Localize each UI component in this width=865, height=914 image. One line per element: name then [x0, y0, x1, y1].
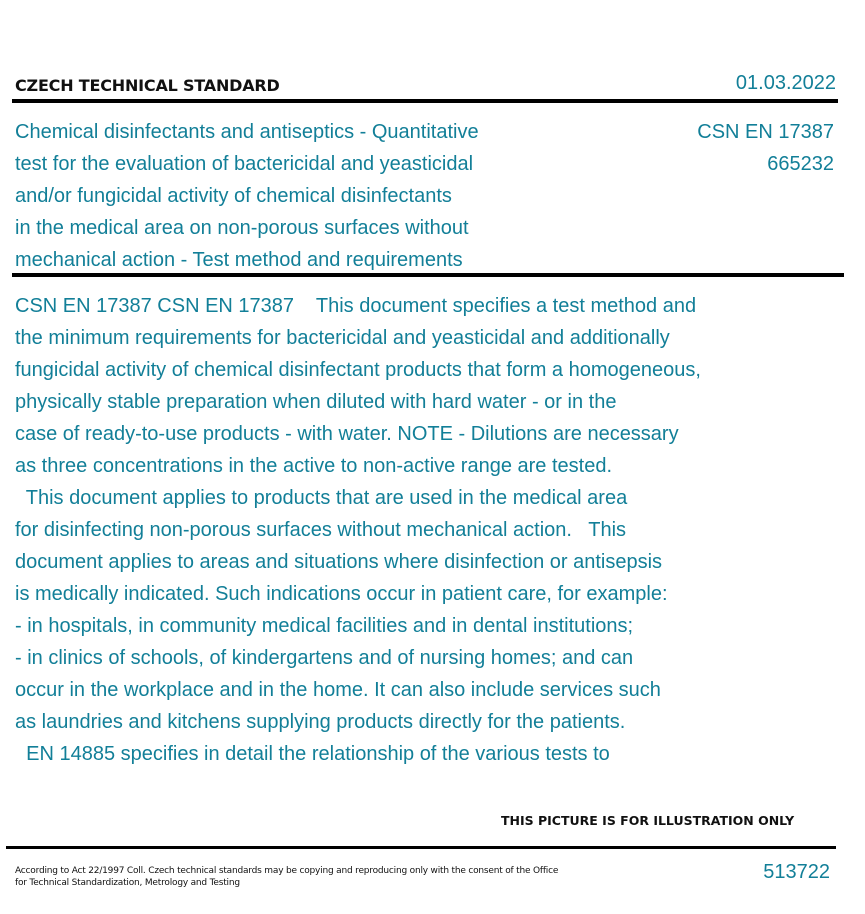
legal-notice: [15, 865, 615, 889]
abstract-line: physically stable preparation when diluted with hard water - or in the: [15, 391, 617, 413]
legal-line: According to Act 22/1997 Coll. Czech technical standards may be copying and reproducing only with the consent of the Office: [15, 866, 559, 876]
catalog-code: 513722: [763, 861, 830, 883]
title-line: in the medical area on non-porous surfaces without: [15, 217, 469, 239]
standard-title: [15, 116, 535, 276]
classification-code: 665232: [767, 153, 834, 175]
abstract-line: occur in the workplace and in the home. It can also include services such: [15, 679, 661, 701]
document-type-label: CZECH TECHNICAL STANDARD: [15, 76, 280, 95]
abstract-line: as three concentrations in the active to non-active range are tested.: [15, 455, 613, 477]
footer-divider: [6, 846, 836, 849]
title-divider: [12, 273, 844, 277]
abstract-line: document applies to areas and situations where disinfection or antisepsis: [15, 551, 663, 573]
abstract-line: - in hospitals, in community medical facilities and in dental institutions;: [15, 615, 634, 637]
abstract-line: EN 14885 specifies in detail the relationship of the various tests to: [15, 743, 610, 765]
standard-number: CSN EN 17387: [697, 121, 834, 143]
header-divider: [12, 99, 838, 103]
abstract-line: the minimum requirements for bactericidal and yeasticidal and additionally: [15, 327, 670, 349]
abstract-text: [15, 290, 815, 770]
abstract-line: fungicidal activity of chemical disinfectant products that form a homogeneous,: [15, 359, 701, 381]
title-line: and/or fungicidal activity of chemical disinfectants: [15, 185, 452, 207]
abstract-line: - in clinics of schools, of kindergartens and of nursing homes; and can: [15, 647, 634, 669]
title-line: test for the evaluation of bactericidal and yeasticidal: [15, 153, 474, 175]
legal-line: for Technical Standardization, Metrology and Testing: [15, 878, 240, 888]
publication-date: 01.03.2022: [735, 72, 836, 94]
abstract-line: for disinfecting non-porous surfaces without mechanical action. This: [15, 519, 627, 541]
abstract-line: is medically indicated. Such indications occur in patient care, for example:: [15, 583, 668, 605]
title-line: Chemical disinfectants and antiseptics - Quantitative: [15, 121, 479, 143]
abstract-line: CSN EN 17387 CSN EN 17387 This document specifies a test method and: [15, 295, 697, 317]
standard-identifier: [697, 116, 834, 180]
abstract-line: case of ready-to-use products - with water. NOTE - Dilutions are necessary: [15, 423, 679, 445]
abstract-line: as laundries and kitchens supplying products directly for the patients.: [15, 711, 626, 733]
title-line: mechanical action - Test method and requirements: [15, 249, 463, 271]
abstract-line: This document applies to products that are used in the medical area: [15, 487, 628, 509]
illustration-notice: THIS PICTURE IS FOR ILLUSTRATION ONLY: [501, 813, 795, 828]
